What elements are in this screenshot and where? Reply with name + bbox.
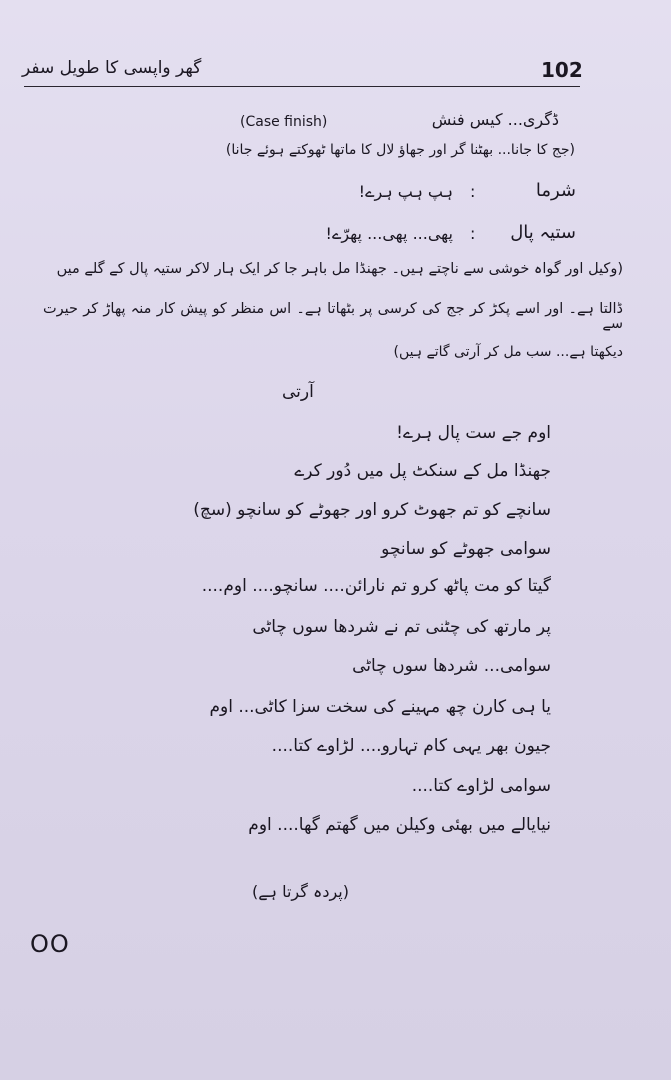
poem-line: سوامی لڑاوے کتا.... [411, 776, 551, 796]
colon-1: : [470, 182, 476, 201]
curtain-direction: (پردہ گرتا ہے) [252, 882, 349, 901]
poem-line: جیون بھر یہی کام تہارو.... لڑاوے کتا.... [271, 736, 551, 756]
colon-2: : [470, 224, 476, 243]
poem-line: سوامی جھوٹے کو سانچو [381, 539, 551, 559]
page-number: 102 [541, 58, 583, 82]
dialogue-line-2: پھی... پھی... پھرّے! [325, 224, 453, 243]
poem-line: نیایالے میں بھئی وکیلن میں گھتم گھا.... اوم [248, 815, 551, 835]
poem-line: سانچے کو تم جھوٹ کرو اور جھوٹے کو سانچو (سچ) [193, 500, 551, 520]
poem-line: سوامی... شردھا سوں چاٹی [352, 656, 551, 676]
aarti-heading: آرتی [282, 382, 314, 402]
poem-line: جھنڈا مل کے سنکٹ پل میں دُور کرے [294, 461, 551, 481]
running-title: گھر واپسی کا طویل سفر [22, 58, 202, 78]
poem-line: یا ہی کارن چھ مہینے کی سخت سزا کاٹی... اوم [209, 697, 551, 717]
stage-direction-2-line-3: دیکھتا ہے... سب مل کر آرتی گاتے ہیں) [393, 344, 623, 360]
speaker-satyapal: ستیہ پال [510, 222, 576, 243]
verdict-line: ڈگری... کیس فنش [431, 110, 559, 129]
stage-direction-2-line-2: ڈالتا ہے۔ اور اسے پکڑ کر جج کی کرسی پر بٹھاتا ہے۔ اس منظر کو پیش کار منہ پھاڑ کر حیرت سے [43, 301, 623, 332]
verdict-english: (Case finish) [240, 114, 328, 130]
dialogue-line-1: ہپ ہپ ہرے! [358, 182, 453, 201]
stage-direction-1: (جج کا جانا... بھٹنا گر اور جھاؤ لال کا ماتھا ٹھوکتے ہوئے جانا) [225, 142, 575, 158]
poem-line: اوم جے ست پال ہرے! [396, 423, 551, 443]
header-rule [24, 86, 580, 87]
footer-mark: OO [30, 930, 70, 958]
poem-line: گیتا کو مت پاٹھ کرو تم نارائن.... سانچو.... اوم.... [201, 576, 551, 596]
poem-line: پر مارتھ کی چٹنی تم نے شردھا سوں چاٹی [252, 617, 551, 637]
speaker-sharma: شرما [535, 180, 576, 201]
stage-direction-2-line-1: (وکیل اور گواہ خوشی سے ناچتے ہیں۔ جھنڈا مل باہر جا کر ایک ہار لاکر ستیہ پال کے گلے میں [56, 261, 623, 277]
